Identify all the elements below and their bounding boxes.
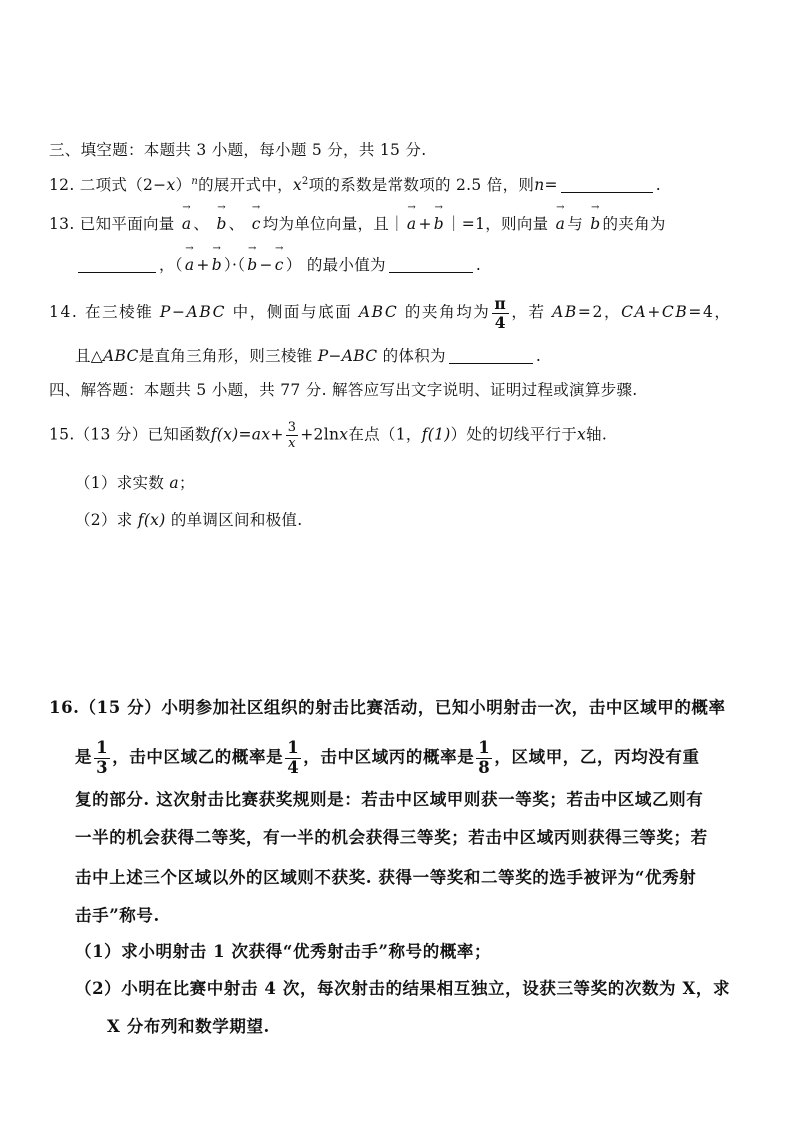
question-12: 12. 二项式$(2-x)^n$的展开式中，$x^2$项的系数是常数项的 2.5 倍，则n= . xyxy=(49,176,662,195)
question-16-part-1: （1）求小明射击 1 次获得“优秀射击手”称号的概率； xyxy=(75,942,492,961)
question-16: 16.（15 分）小明参加社区组织的射击比赛活动，已知小明射击一次，击中区域甲的概率 xyxy=(49,698,726,717)
answer-blank[interactable] xyxy=(561,176,653,193)
section-3-heading: 三、填空题：本题共 3 小题，每小题 5 分，共 15 分. xyxy=(49,141,427,159)
fraction-1-over-8: $\frac{1}{8}$ xyxy=(478,738,491,777)
fraction-pi-over-4: $\frac{\pi}{4}$ xyxy=(494,294,508,332)
question-13: 13. 已知平面向量 → a 、 → b 、 → c 均为单位向量，且｜ → a + → b ｜=1，则向量 → a 与 → b 的夹角为 xyxy=(49,212,666,236)
question-16-part-2-line-2: X 分布列和数学期望. xyxy=(107,1017,270,1036)
question-16-line-5: 击中上述三个区域以外的区域则不获奖. 获得一等奖和二等奖的选手被评为“优秀射 xyxy=(75,868,697,887)
vector-c: → c xyxy=(251,202,261,233)
answer-blank[interactable] xyxy=(78,256,156,273)
vector-b: → b xyxy=(433,202,444,233)
question-number: 14. xyxy=(49,303,79,321)
question-16-line-2: 是 $\frac{1}{3}$ ，击中区域乙的概率是 $\frac{1}{4}$ ，击中区域丙的概率是 $\frac{1}{8}$ ，区域甲，乙，丙均没有重 xyxy=(75,738,700,777)
vector-b: → b xyxy=(211,243,222,274)
question-number: 12. xyxy=(49,176,75,195)
vector-b: → b xyxy=(247,243,258,274)
vector-b: → b xyxy=(216,202,227,233)
fraction-1-over-3: $\frac{1}{3}$ xyxy=(96,738,109,777)
question-number: 15. xyxy=(49,425,75,444)
vector-c: → c xyxy=(274,243,284,274)
question-number: 16. xyxy=(49,698,80,717)
question-number: 13. xyxy=(49,215,75,233)
answer-blank[interactable] xyxy=(449,347,533,364)
question-16-line-6: 击手”称号. xyxy=(75,906,160,925)
answer-blank[interactable] xyxy=(389,256,473,273)
question-15-part-2: （2）求 f(x) 的单调区间和极值. xyxy=(75,511,303,529)
question-15: 15.（13 分）已知函数f(x)=ax+ $\frac{3}{x}$ +2lnx在点（1，f(1)）处的切线平行于x轴. xyxy=(49,420,608,451)
vector-a: → a xyxy=(555,202,566,233)
section-4-heading: 四、解答题：本题共 5 小题，共 77 分. 解答应写出文字说明、证明过程或演算步骤. xyxy=(49,381,638,399)
fraction-3-over-x: $\frac{3}{x}$ xyxy=(287,420,297,451)
question-13-line-2: ，（ → a + → b ）·（ → b − → c ） 的最小值为 . xyxy=(75,253,481,277)
vector-a: → a xyxy=(406,202,417,233)
vector-a: → a xyxy=(184,243,195,274)
question-14-line-2: 且△ABC是直角三角形，则三棱锥 P−ABC 的体积为 . xyxy=(75,347,542,365)
vector-a: → a xyxy=(181,202,192,233)
question-14: 14. 在三棱锥 P−ABC 中，侧面与底面 ABC 的夹角均为 $\frac{\pi}{4}$ ，若 AB=2，CA+CB=4， xyxy=(49,294,732,332)
question-16-part-2: （2）小明在比赛中射击 4 次，每次射击的结果相互独立，设获三等奖的次数为 X，求 xyxy=(75,979,731,998)
question-16-line-4: 一半的机会获得二等奖，有一半的机会获得三等奖；若击中区域丙则获得三等奖；若 xyxy=(75,828,708,847)
question-16-line-3: 复的部分. 这次射击比赛获奖规则是：若击中区域甲则获一等奖；若击中区域乙则有 xyxy=(75,790,704,809)
vector-b: → b xyxy=(590,202,601,233)
fraction-1-over-4: $\frac{1}{4}$ xyxy=(287,738,300,777)
question-15-part-1: （1）求实数 a； xyxy=(75,474,195,492)
